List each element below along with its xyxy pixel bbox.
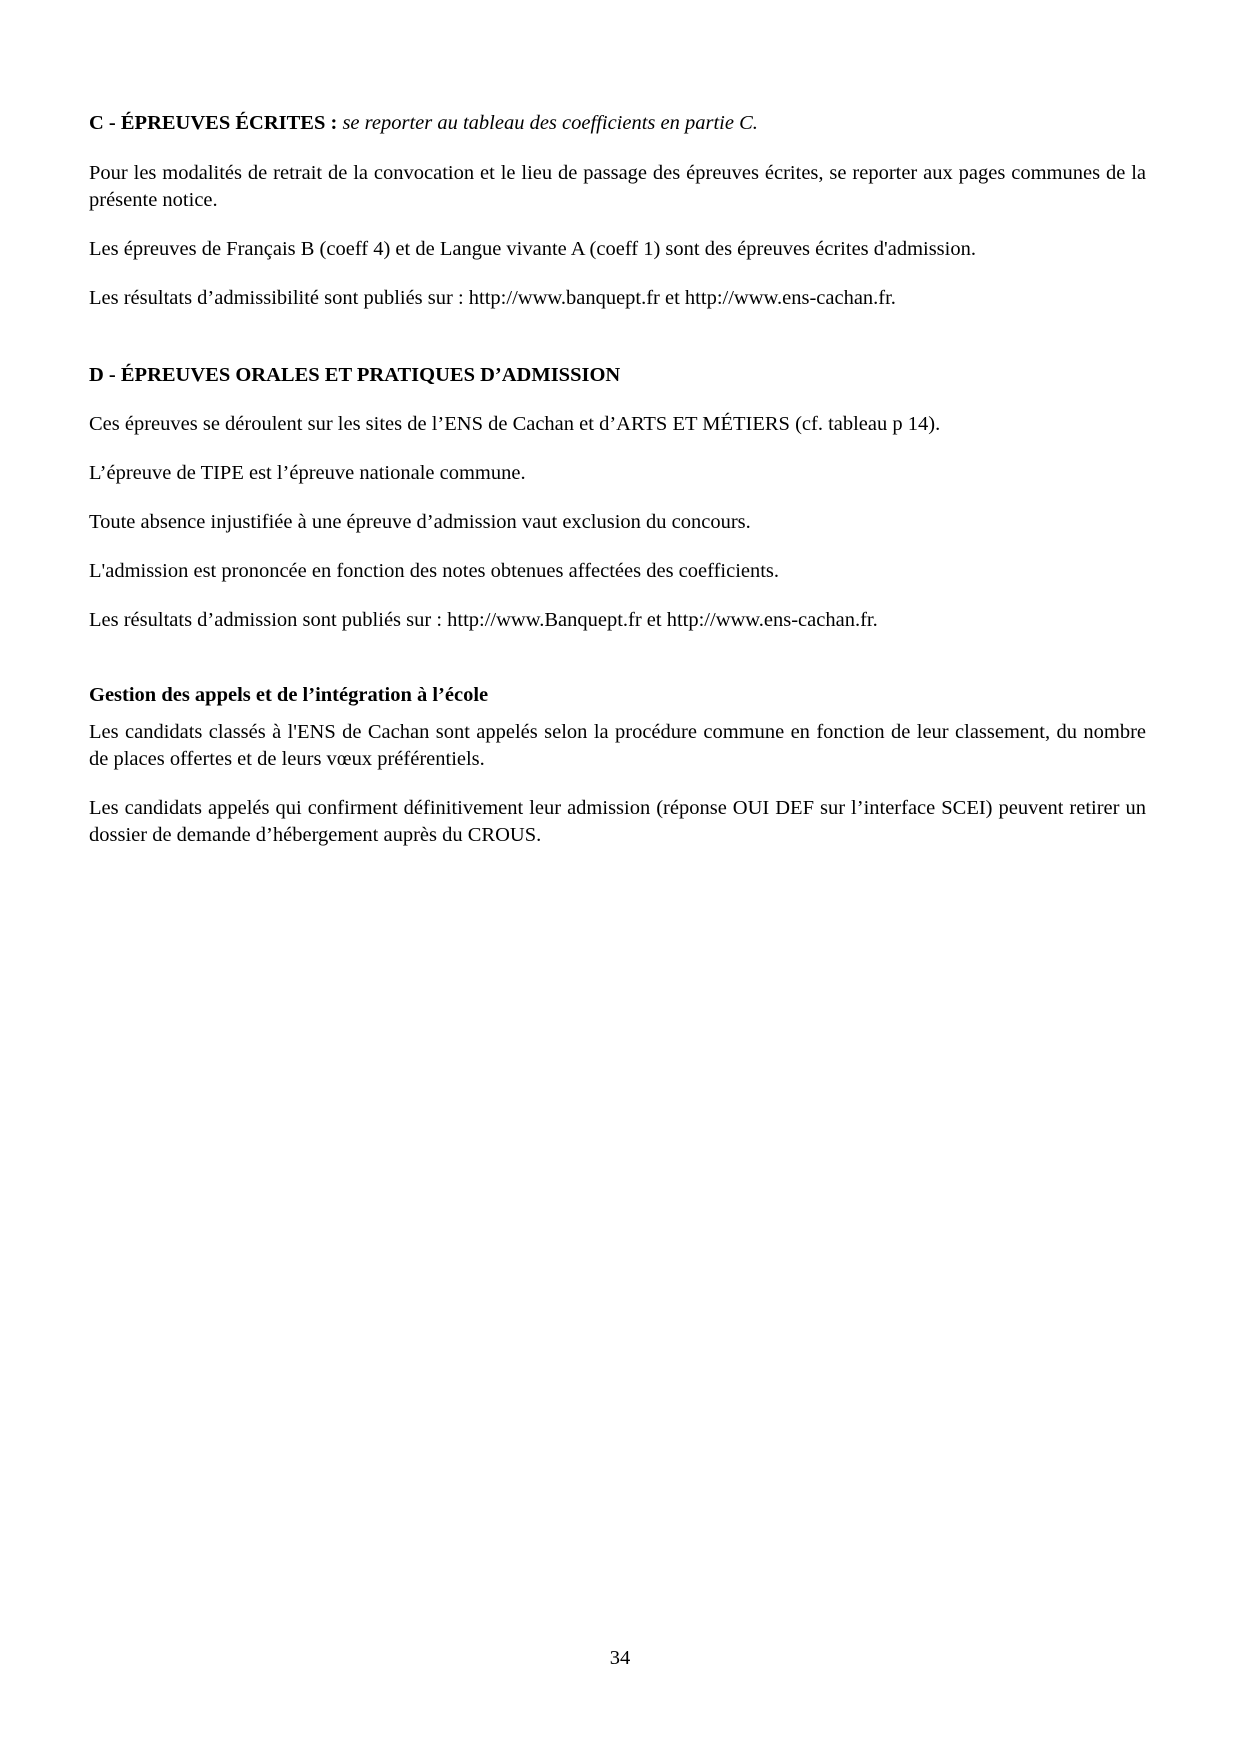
page-number: 34	[609, 1647, 631, 1669]
section-c-paragraph-3: Les résultats d’admissibilité sont publiés sur : http://www.banquept.fr et http://www.ens-cachan.fr.	[89, 287, 896, 309]
section-c-heading	[89, 110, 1146, 137]
section-d-paragraph-4: L'admission est prononcée en fonction des notes obtenues affectées des coefficients.	[89, 560, 780, 582]
section-c-subtitle: se reporter au tableau des coefficients en partie C.	[342, 112, 758, 134]
section-c-paragraph-2: Les épreuves de Français B (coeff 4) et de Langue vivante A (coeff 1) sont des épreuves écrites d'admission.	[89, 238, 976, 260]
section-d-paragraph-2: L’épreuve de TIPE est l’épreuve nationale commune.	[89, 462, 526, 484]
section-d-heading: D - ÉPREUVES ORALES ET PRATIQUES D’ADMISSION	[89, 364, 621, 386]
document-page	[89, 110, 1146, 849]
section-c-paragraph-1: Pour les modalités de retrait de la convocation et le lieu de passage des épreuves écrites, se reporter aux pages communes de la présente notice.	[89, 162, 1146, 211]
section-gestion-paragraph-1: Les candidats classés à l'ENS de Cachan sont appelés selon la procédure commune en fonction de leur classement, du nombre de places offertes et de leurs vœux préférentiels.	[89, 721, 1146, 770]
section-gestion-paragraph-2: Les candidats appelés qui confirment définitivement leur admission (réponse OUI DEF sur l’interface SCEI) peuvent retirer un dossier de demande d’hébergement auprès du CROUS.	[89, 797, 1146, 846]
section-c-title: C - ÉPREUVES ÉCRITES :	[89, 112, 338, 134]
section-d-paragraph-3: Toute absence injustifiée à une épreuve d’admission vaut exclusion du concours.	[89, 511, 751, 533]
section-d-paragraph-5: Les résultats d’admission sont publiés sur : http://www.Banquept.fr et http://www.ens-cachan.fr.	[89, 609, 878, 631]
section-d-paragraph-1: Ces épreuves se déroulent sur les sites de l’ENS de Cachan et d’ARTS ET MÉTIERS (cf. tableau p 14).	[89, 413, 941, 435]
section-gestion-heading: Gestion des appels et de l’intégration à l’école	[89, 684, 489, 706]
